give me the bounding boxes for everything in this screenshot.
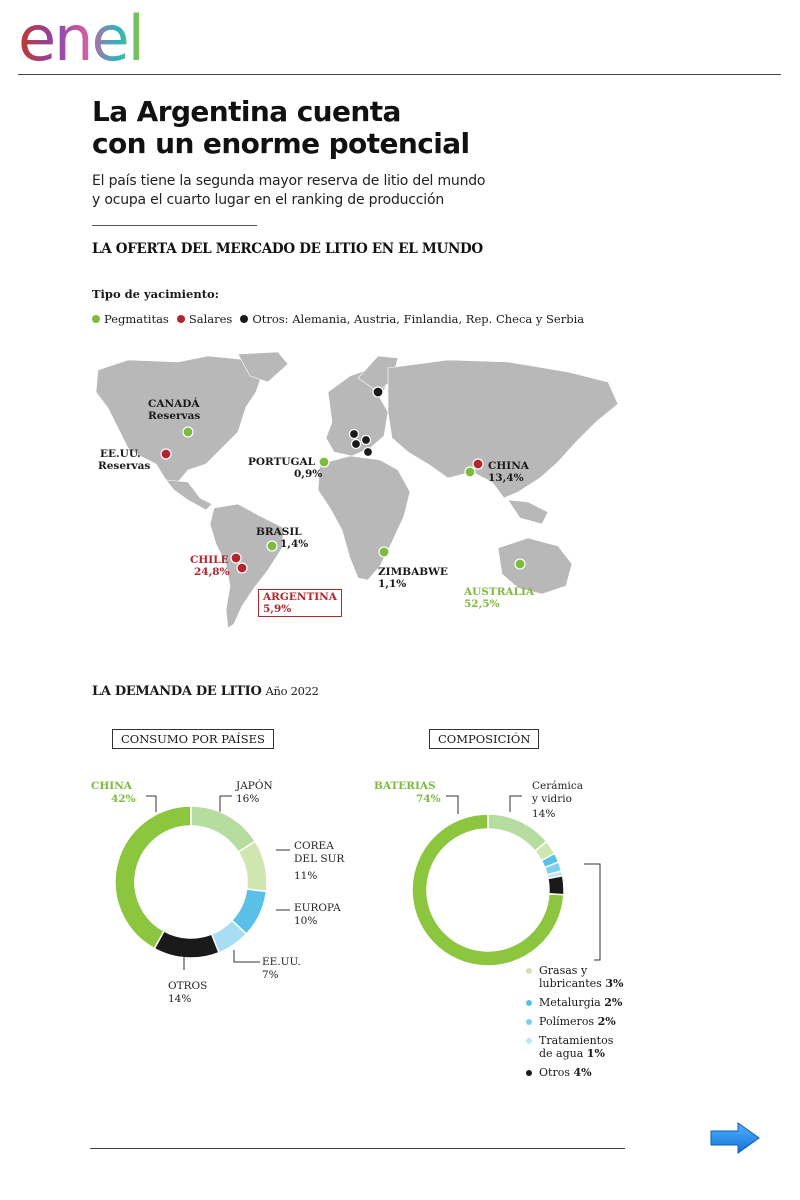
dot-austria <box>352 440 361 449</box>
consumo-label-eeuu: EE.UU. 7% <box>262 956 301 981</box>
subhead-line-2: y ocupa el cuarto lugar en el ranking de producción <box>92 192 445 208</box>
legend-pegmatitas: Pegmatitas <box>92 312 169 326</box>
leader-eeuu <box>234 950 260 962</box>
legend-metalurgia: Metalurgia 2% <box>526 996 623 1009</box>
composicion-chart-title: COMPOSICIÓN <box>429 729 539 749</box>
central-america <box>166 480 212 510</box>
continents <box>96 352 618 628</box>
dot-germany <box>350 430 359 439</box>
headline-line-2: con un enorme potencial <box>92 127 470 160</box>
bracket-small <box>584 864 600 960</box>
composicion-donut <box>412 814 564 966</box>
deposit-legend <box>92 312 592 326</box>
consumo-chart-title: CONSUMO POR PAÍSES <box>112 729 274 749</box>
slice-corea-del-sur <box>238 841 267 891</box>
dot-china-peg <box>465 467 475 477</box>
consumo-label-europa: EUROPA 10% <box>294 902 341 927</box>
southeast-asia <box>508 500 548 524</box>
consumo-donut <box>115 806 267 958</box>
label-canada: CANADÁ Reservas <box>148 398 201 422</box>
next-arrow-icon[interactable] <box>708 1120 762 1156</box>
enel-logo <box>18 6 178 68</box>
legend-otros-comp: Otros 4% <box>526 1066 623 1079</box>
leader-ceramica <box>510 796 522 812</box>
label-portugal: PORTUGAL 0,9% <box>248 456 323 480</box>
headline-line-1: La Argentina cuenta <box>92 95 401 128</box>
leader-china <box>146 796 156 812</box>
legend-polimeros: Polímeros 2% <box>526 1015 623 1028</box>
consumo-label-otros: OTROS 14% <box>168 980 208 1005</box>
leader-baterias <box>446 796 458 814</box>
label-zimbabwe: ZIMBABWE 1,1% <box>378 566 448 590</box>
legend-salares: Salares <box>177 312 232 326</box>
africa <box>318 456 410 580</box>
logo-text: enel <box>18 6 143 68</box>
label-china: CHINA 13,4% <box>488 460 529 484</box>
supply-section-title: LA OFERTA DEL MERCADO DE LITIO EN EL MUNDO <box>92 241 483 257</box>
label-brasil: BRASIL 1,4% <box>256 526 309 550</box>
slice-china <box>115 806 191 949</box>
dot-china-salar <box>473 459 483 469</box>
label-australia: AUSTRALIA 52,5% <box>464 586 535 610</box>
demand-section-title: LA DEMANDA DE LITIO Año 2022 <box>92 684 319 699</box>
world-map <box>88 352 628 632</box>
legend-dot-green <box>92 315 100 323</box>
headline <box>92 96 712 160</box>
label-argentina: ARGENTINA 5,9% <box>258 589 342 617</box>
consumo-label-corea: COREA DEL SUR 11% <box>294 840 345 882</box>
slice-otros <box>548 876 564 895</box>
dot-eeuu <box>161 449 171 459</box>
comp-label-baterias: BATERIAS 74% <box>374 780 441 805</box>
dot-chile <box>231 553 241 563</box>
dot-australia <box>515 559 525 569</box>
slice-otros <box>154 931 219 958</box>
leader-japon <box>220 796 232 812</box>
consumo-label-japon: JAPÓN 16% <box>236 780 273 805</box>
top-divider <box>18 74 781 75</box>
legend-grasas: Grasas y lubricantes 3% <box>526 964 623 990</box>
bottom-divider <box>90 1148 625 1149</box>
legend-otros: Otros: Alemania, Austria, Finlandia, Rep. Checa y Serbia <box>240 312 584 326</box>
dot-canada <box>183 427 193 437</box>
dot-serbia <box>364 448 373 457</box>
dot-czech <box>362 436 371 445</box>
label-eeuu: EE.UU. Reservas <box>98 448 151 472</box>
composicion-legend <box>526 964 623 1085</box>
dot-zimbabwe <box>379 547 389 557</box>
legend-dot-black <box>240 315 248 323</box>
demand-charts <box>0 760 800 1080</box>
comp-label-ceramica: Cerámica y vidrio 14% <box>532 780 583 820</box>
subhead-line-1: El país tiene la segunda mayor reserva de litio del mundo <box>92 173 486 189</box>
short-divider <box>92 225 257 226</box>
deposit-type-label: Tipo de yacimiento: <box>92 287 219 301</box>
dot-argentina <box>237 563 247 573</box>
demand-year: Año 2022 <box>265 684 319 698</box>
subheadline <box>92 172 712 210</box>
legend-dot-red <box>177 315 185 323</box>
dot-finland <box>373 387 383 397</box>
slice-jap-n <box>191 806 255 852</box>
label-chile: CHILE 24,8% <box>190 554 230 578</box>
consumo-label-china: CHINA 42% <box>91 780 136 805</box>
legend-tratamientos: Tratamientos de agua 1% <box>526 1034 623 1060</box>
